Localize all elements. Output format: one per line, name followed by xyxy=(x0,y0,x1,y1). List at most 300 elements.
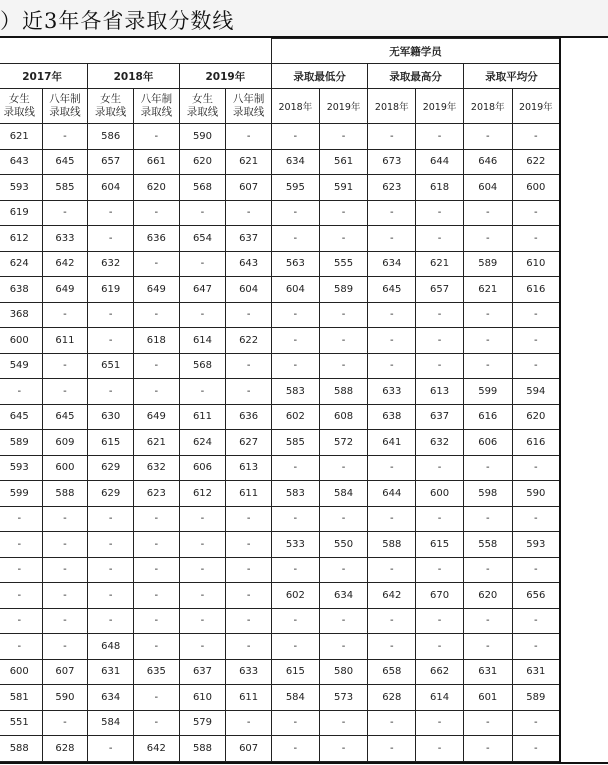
section-title-bar xyxy=(0,0,608,38)
score-cell: 657 xyxy=(416,277,464,303)
score-cell: 558 xyxy=(463,532,512,558)
score-cell: - xyxy=(416,302,464,328)
score-cell: - xyxy=(226,608,272,634)
score-cell: - xyxy=(134,634,180,660)
score-cell: 612 xyxy=(179,481,226,507)
score-cell: - xyxy=(88,200,134,226)
table-row xyxy=(0,328,560,354)
score-cell: 649 xyxy=(134,277,180,303)
score-cell: - xyxy=(42,634,88,660)
table-row xyxy=(0,608,560,634)
subheader-year: 2019年 xyxy=(319,89,368,124)
table-row xyxy=(0,277,560,303)
score-cell: - xyxy=(179,583,226,609)
score-cell: - xyxy=(368,736,416,762)
score-cell: 638 xyxy=(368,404,416,430)
score-cell: - xyxy=(416,353,464,379)
score-cell: 629 xyxy=(88,481,134,507)
score-cell: 619 xyxy=(88,277,134,303)
subheader-line-1: 女生 xyxy=(191,93,213,105)
score-cell: - xyxy=(134,608,180,634)
score-cell: - xyxy=(134,124,180,150)
score-cell: 607 xyxy=(42,659,88,685)
score-cell: - xyxy=(319,710,368,736)
score-cell: 645 xyxy=(368,277,416,303)
score-cell: - xyxy=(463,226,512,252)
score-cell: 622 xyxy=(512,149,560,175)
score-cell: 583 xyxy=(271,379,319,405)
score-cell: - xyxy=(463,200,512,226)
score-cell: - xyxy=(0,634,42,660)
score-cell: - xyxy=(463,328,512,354)
score-cell: 591 xyxy=(319,175,368,201)
table-row xyxy=(0,430,560,456)
score-cell: 588 xyxy=(368,532,416,558)
score-cell: 589 xyxy=(463,251,512,277)
score-cell: - xyxy=(271,353,319,379)
score-cell: - xyxy=(271,557,319,583)
score-cell: - xyxy=(0,506,42,532)
score-cell: 654 xyxy=(179,226,226,252)
score-cell: - xyxy=(319,557,368,583)
subheader-line-1: 女生 xyxy=(100,93,122,105)
score-cell: 602 xyxy=(271,583,319,609)
score-cell: - xyxy=(512,557,560,583)
score-cell: - xyxy=(416,557,464,583)
score-cell: - xyxy=(88,583,134,609)
score-cell: 646 xyxy=(463,149,512,175)
score-cell: 600 xyxy=(0,659,42,685)
subheader-line-2: 录取线 xyxy=(3,106,35,118)
score-cell: 637 xyxy=(179,659,226,685)
score-cell: 649 xyxy=(42,277,88,303)
score-cell: 604 xyxy=(226,277,272,303)
year-header-2019: 2019年 xyxy=(179,64,271,89)
score-cell: - xyxy=(416,124,464,150)
table-bottom-border xyxy=(0,762,608,764)
score-cell: - xyxy=(88,506,134,532)
score-cell: 604 xyxy=(271,277,319,303)
score-cell: - xyxy=(319,200,368,226)
subheader-year: 2019年 xyxy=(416,89,464,124)
score-cell: 661 xyxy=(134,149,180,175)
score-cell: 594 xyxy=(512,379,560,405)
score-cell: 581 xyxy=(0,685,42,711)
score-cell: 642 xyxy=(134,736,180,762)
score-cell: - xyxy=(271,736,319,762)
score-cell: - xyxy=(42,710,88,736)
subheader-line-2: 录取线 xyxy=(140,106,173,118)
score-cell: - xyxy=(88,226,134,252)
score-cell: 636 xyxy=(226,404,272,430)
table-row xyxy=(0,175,560,201)
score-cell: 645 xyxy=(42,404,88,430)
score-cell: - xyxy=(226,353,272,379)
score-cell: - xyxy=(512,506,560,532)
score-cell: - xyxy=(134,379,180,405)
score-cell: 673 xyxy=(368,149,416,175)
score-cell: - xyxy=(319,353,368,379)
score-cell: - xyxy=(463,634,512,660)
score-cell: 658 xyxy=(368,659,416,685)
score-cell: - xyxy=(416,200,464,226)
group-header-row xyxy=(0,39,560,64)
score-cell: 586 xyxy=(88,124,134,150)
score-cell: 637 xyxy=(416,404,464,430)
score-cell: 604 xyxy=(463,175,512,201)
score-cell: 644 xyxy=(368,481,416,507)
score-cell: - xyxy=(368,710,416,736)
score-cell: 624 xyxy=(179,430,226,456)
subheader-line-1: 女生 xyxy=(8,93,30,105)
score-cell: 609 xyxy=(42,430,88,456)
table-row xyxy=(0,634,560,660)
score-cell: - xyxy=(88,302,134,328)
score-cell: - xyxy=(463,608,512,634)
score-cell: - xyxy=(134,506,180,532)
score-cell: - xyxy=(0,608,42,634)
subheader-year: 2019年 xyxy=(512,89,560,124)
score-cell: 621 xyxy=(0,124,42,150)
table-row xyxy=(0,659,560,685)
score-cell: - xyxy=(42,302,88,328)
score-cell: 670 xyxy=(416,583,464,609)
score-cell: 590 xyxy=(42,685,88,711)
score-cell: - xyxy=(226,200,272,226)
score-cell: 602 xyxy=(271,404,319,430)
score-cell: - xyxy=(179,251,226,277)
score-cell: - xyxy=(88,557,134,583)
table-body xyxy=(0,124,560,762)
score-cell: 621 xyxy=(134,430,180,456)
score-cell: - xyxy=(416,328,464,354)
score-cell: 633 xyxy=(42,226,88,252)
score-cell: 583 xyxy=(271,481,319,507)
score-cell: 642 xyxy=(42,251,88,277)
score-cell: 620 xyxy=(512,404,560,430)
score-cell: - xyxy=(134,200,180,226)
score-cell: 533 xyxy=(271,532,319,558)
score-cell: - xyxy=(271,302,319,328)
score-cell: - xyxy=(512,124,560,150)
score-cell: 589 xyxy=(512,685,560,711)
score-cell: 633 xyxy=(368,379,416,405)
score-cell: - xyxy=(271,455,319,481)
score-cell: 568 xyxy=(179,353,226,379)
sub-header-row xyxy=(0,89,560,124)
score-cell: - xyxy=(226,634,272,660)
subheader-eight-year-cutoff xyxy=(42,89,88,124)
score-cell: 568 xyxy=(179,175,226,201)
score-cell: 599 xyxy=(0,481,42,507)
score-cell: 595 xyxy=(271,175,319,201)
year-header-row xyxy=(0,64,560,89)
score-cell: - xyxy=(271,506,319,532)
score-cell: - xyxy=(134,353,180,379)
score-cell: - xyxy=(512,455,560,481)
score-cell: 634 xyxy=(368,251,416,277)
score-cell: 629 xyxy=(88,455,134,481)
score-cell: 579 xyxy=(179,710,226,736)
table-row xyxy=(0,532,560,558)
score-cell: - xyxy=(226,506,272,532)
score-cell: 580 xyxy=(319,659,368,685)
score-cell: - xyxy=(319,302,368,328)
score-cell: - xyxy=(463,455,512,481)
score-cell: - xyxy=(88,532,134,558)
score-cell: 593 xyxy=(0,455,42,481)
score-cell: 632 xyxy=(134,455,180,481)
score-cell: - xyxy=(271,226,319,252)
score-cell: 628 xyxy=(368,685,416,711)
subheader-female-cutoff xyxy=(88,89,134,124)
score-cell: 589 xyxy=(0,430,42,456)
avg-score-header: 录取平均分 xyxy=(463,64,560,89)
score-cell: 563 xyxy=(271,251,319,277)
score-cell: 561 xyxy=(319,149,368,175)
min-score-header: 录取最低分 xyxy=(271,64,367,89)
score-cell: 657 xyxy=(88,149,134,175)
score-cell: 632 xyxy=(88,251,134,277)
score-cell: 611 xyxy=(226,481,272,507)
score-cell: - xyxy=(88,328,134,354)
table-row xyxy=(0,302,560,328)
score-cell: 643 xyxy=(0,149,42,175)
section-title: ）近3年各省录取分数线 xyxy=(0,9,235,33)
score-cell: - xyxy=(512,328,560,354)
score-cell: 614 xyxy=(179,328,226,354)
score-cell: - xyxy=(368,124,416,150)
score-cell: - xyxy=(134,251,180,277)
score-cell: - xyxy=(179,379,226,405)
score-cell: - xyxy=(463,353,512,379)
score-cell: 641 xyxy=(368,430,416,456)
subheader-line-2: 录取线 xyxy=(49,106,81,118)
score-cell: 585 xyxy=(42,175,88,201)
score-cell: 628 xyxy=(42,736,88,762)
score-cell: - xyxy=(134,685,180,711)
score-cell: - xyxy=(42,557,88,583)
score-cell: - xyxy=(463,124,512,150)
score-cell: 615 xyxy=(88,430,134,456)
score-cell: - xyxy=(512,736,560,762)
score-cell: 612 xyxy=(0,226,42,252)
score-cell: 651 xyxy=(88,353,134,379)
score-cell: 589 xyxy=(319,277,368,303)
score-cell: 616 xyxy=(512,277,560,303)
score-cell: - xyxy=(0,557,42,583)
subheader-line-1: 八年制 xyxy=(140,93,173,105)
score-cell: - xyxy=(416,226,464,252)
table-row xyxy=(0,404,560,430)
score-cell: - xyxy=(179,200,226,226)
score-cell: 613 xyxy=(416,379,464,405)
table-row xyxy=(0,557,560,583)
score-cell: 642 xyxy=(368,583,416,609)
score-cell: 611 xyxy=(226,685,272,711)
score-cell: 613 xyxy=(226,455,272,481)
score-cell: 572 xyxy=(319,430,368,456)
score-cell: - xyxy=(42,200,88,226)
score-cell: - xyxy=(179,634,226,660)
score-cell: - xyxy=(226,583,272,609)
subheader-female-cutoff xyxy=(179,89,226,124)
score-cell: - xyxy=(42,532,88,558)
table-row xyxy=(0,149,560,175)
score-cell: - xyxy=(416,455,464,481)
score-cell: - xyxy=(368,200,416,226)
score-cell: - xyxy=(512,608,560,634)
score-cell: 607 xyxy=(226,175,272,201)
score-cell: - xyxy=(512,226,560,252)
score-cell: - xyxy=(42,583,88,609)
year-header-2018: 2018年 xyxy=(88,64,179,89)
score-cell: - xyxy=(134,583,180,609)
score-cell: 598 xyxy=(463,481,512,507)
score-cell: - xyxy=(226,557,272,583)
score-cell: 647 xyxy=(179,277,226,303)
score-cell: - xyxy=(512,353,560,379)
score-cell: 620 xyxy=(179,149,226,175)
score-cell: - xyxy=(226,379,272,405)
score-cell: - xyxy=(134,710,180,736)
score-cell: 588 xyxy=(0,736,42,762)
score-cell: - xyxy=(88,608,134,634)
score-cell: 638 xyxy=(0,277,42,303)
score-cell: 621 xyxy=(226,149,272,175)
score-cell: 550 xyxy=(319,532,368,558)
score-cell: - xyxy=(319,736,368,762)
score-cell: 588 xyxy=(319,379,368,405)
score-cell: 656 xyxy=(512,583,560,609)
score-cell: - xyxy=(368,506,416,532)
table-row xyxy=(0,481,560,507)
score-cell: - xyxy=(416,634,464,660)
score-cell: - xyxy=(416,608,464,634)
score-cell: - xyxy=(319,226,368,252)
table-row xyxy=(0,226,560,252)
score-cell: - xyxy=(42,124,88,150)
score-cell: 619 xyxy=(0,200,42,226)
table-row xyxy=(0,710,560,736)
score-cell: 584 xyxy=(88,710,134,736)
score-cell: - xyxy=(368,608,416,634)
score-cell: 620 xyxy=(134,175,180,201)
score-cell: - xyxy=(0,583,42,609)
score-cell: - xyxy=(368,328,416,354)
score-cell: - xyxy=(179,532,226,558)
score-cell: 590 xyxy=(512,481,560,507)
score-cell: - xyxy=(226,302,272,328)
score-cell: - xyxy=(463,506,512,532)
subheader-year: 2018年 xyxy=(463,89,512,124)
score-cell: 588 xyxy=(42,481,88,507)
score-cell: - xyxy=(134,557,180,583)
score-cell: - xyxy=(463,736,512,762)
score-cell: 608 xyxy=(319,404,368,430)
table-row xyxy=(0,251,560,277)
score-cell: 631 xyxy=(512,659,560,685)
score-cell: - xyxy=(319,328,368,354)
score-cell: 643 xyxy=(226,251,272,277)
score-cell: 593 xyxy=(0,175,42,201)
score-cell: - xyxy=(271,634,319,660)
subheader-line-1: 八年制 xyxy=(232,93,265,105)
score-cell: 648 xyxy=(88,634,134,660)
score-cell: - xyxy=(368,302,416,328)
score-cell: 604 xyxy=(88,175,134,201)
score-cell: 585 xyxy=(271,430,319,456)
group-header-no-military: 无军籍学员 xyxy=(271,39,560,64)
score-cell: 593 xyxy=(512,532,560,558)
score-cell: 649 xyxy=(134,404,180,430)
score-cell: 634 xyxy=(271,149,319,175)
score-cell: 599 xyxy=(463,379,512,405)
score-cell: 588 xyxy=(179,736,226,762)
score-cell: 607 xyxy=(226,736,272,762)
subheader-line-2: 录取线 xyxy=(94,106,127,118)
score-cell: - xyxy=(271,710,319,736)
table-row xyxy=(0,379,560,405)
score-cell: 600 xyxy=(512,175,560,201)
score-cell: - xyxy=(319,608,368,634)
score-cell: 622 xyxy=(226,328,272,354)
score-cell: - xyxy=(134,532,180,558)
score-cell: 549 xyxy=(0,353,42,379)
subheader-line-2: 录取线 xyxy=(232,106,265,118)
table-row xyxy=(0,736,560,762)
score-cell: 616 xyxy=(463,404,512,430)
table-row xyxy=(0,353,560,379)
score-cell: - xyxy=(179,557,226,583)
score-cell: - xyxy=(42,353,88,379)
score-cell: - xyxy=(416,710,464,736)
score-cell: - xyxy=(463,557,512,583)
score-cell: 635 xyxy=(134,659,180,685)
score-cell: 606 xyxy=(179,455,226,481)
score-cell: - xyxy=(416,736,464,762)
score-cell: 611 xyxy=(179,404,226,430)
subheader-year: 2018年 xyxy=(271,89,319,124)
score-cell: - xyxy=(319,506,368,532)
table-row xyxy=(0,685,560,711)
score-cell: 662 xyxy=(416,659,464,685)
score-cell: 633 xyxy=(226,659,272,685)
table-row xyxy=(0,200,560,226)
score-cell: 634 xyxy=(319,583,368,609)
score-cell: 623 xyxy=(368,175,416,201)
subheader-eight-year-cutoff xyxy=(134,89,180,124)
score-cell: - xyxy=(319,124,368,150)
score-cell: - xyxy=(368,557,416,583)
score-cell: 573 xyxy=(319,685,368,711)
blank-header-cell xyxy=(0,39,271,64)
score-cell: - xyxy=(512,710,560,736)
subheader-year: 2018年 xyxy=(368,89,416,124)
score-cell: 600 xyxy=(0,328,42,354)
score-cell: 620 xyxy=(463,583,512,609)
score-cell: 632 xyxy=(416,430,464,456)
score-cell: 644 xyxy=(416,149,464,175)
score-cell: 636 xyxy=(134,226,180,252)
table-row xyxy=(0,583,560,609)
score-cell: 555 xyxy=(319,251,368,277)
score-cell: - xyxy=(42,379,88,405)
score-cell: 645 xyxy=(42,149,88,175)
score-cell: 590 xyxy=(179,124,226,150)
score-cell: - xyxy=(271,200,319,226)
subheader-eight-year-cutoff xyxy=(226,89,272,124)
